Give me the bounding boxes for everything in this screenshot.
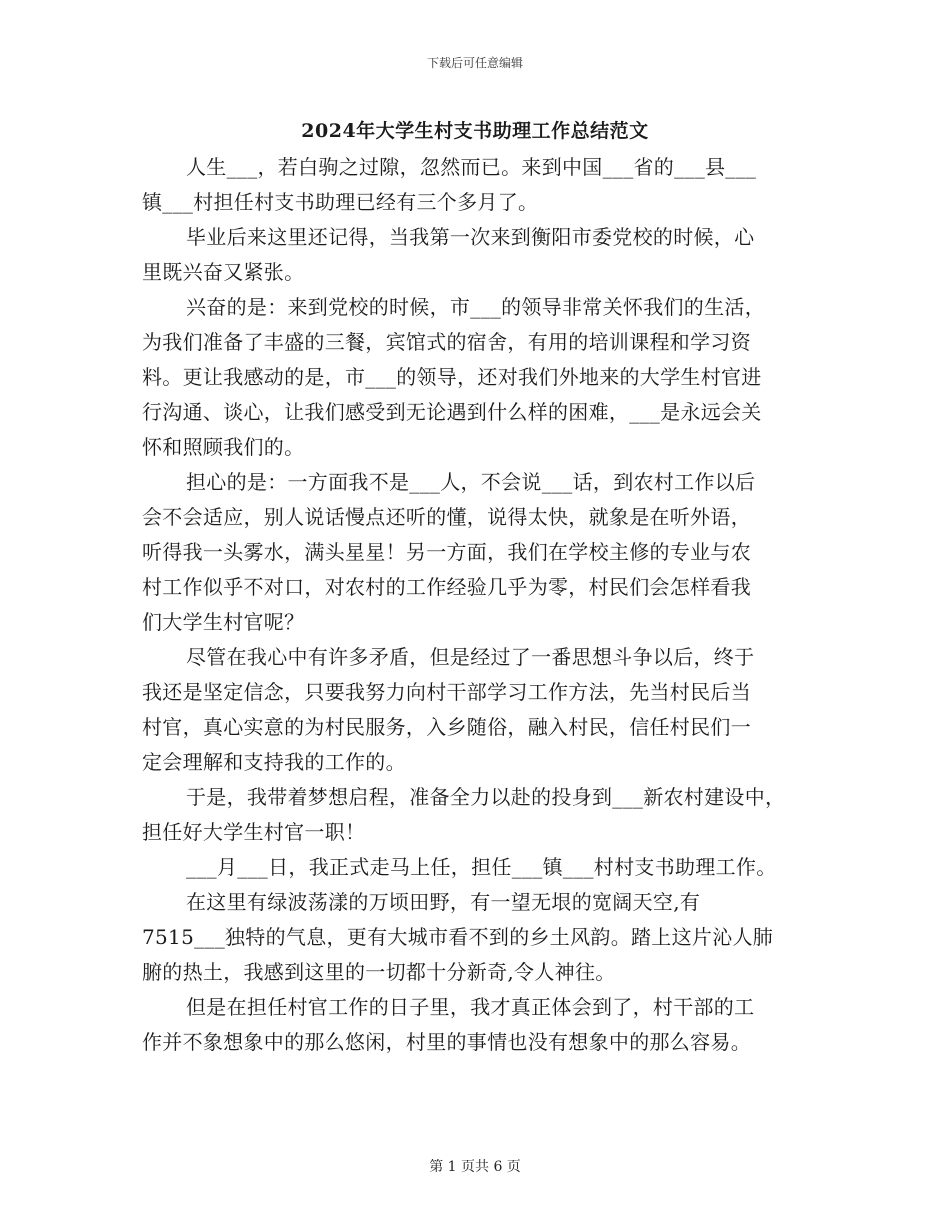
paragraph-line: 7515___独特的气息，更有大城市看不到的乡土风韵。踏上这片沁人肺 (142, 925, 774, 949)
paragraph (142, 150, 808, 220)
paragraph-line: 人生___，若白驹之过隙，忽然而已。来到中国___省的___县___ (186, 155, 757, 179)
paragraph-line: 毕业后来这里还记得，当我第一次来到衡阳市委党校的时候，心 (186, 225, 755, 249)
paragraph (142, 850, 808, 885)
paragraph-line: 村官，真心实意的为村民服务，入乡随俗，融入村民，信任村民们一 (142, 715, 751, 739)
paragraph-line: 我还是坚定信念，只要我努力向村干部学习工作方法，先当村民后当 (142, 680, 751, 704)
paragraph-line: 听得我一头雾水，满头星星！另一方面，我们在学校主修的专业与农 (142, 540, 751, 564)
paragraph-line: 腑的热土，我感到这里的一切都十分新奇,令人神往。 (142, 960, 616, 984)
paragraph-line: 里既兴奋又紧张。 (142, 260, 305, 284)
paragraph-line: 作并不象想象中的那么悠闲，村里的事情也没有想象中的那么容易。 (142, 1030, 751, 1054)
page-number-footer: 第 1 页共 6 页 (429, 1159, 521, 1175)
paragraph-line: 担心的是：一方面我不是___人，不会说___话，到农村工作以后 (186, 470, 756, 494)
paragraph-line: 为我们准备了丰盛的三餐，宾馆式的宿舍，有用的培训课程和学习资 (142, 330, 751, 354)
paragraph-line: 定会理解和支持我的工作的。 (142, 750, 406, 774)
paragraph-line: 但是在担任村官工作的日子里，我才真正体会到了，村干部的工 (186, 995, 755, 1019)
paragraph (142, 885, 808, 990)
paragraph (142, 990, 808, 1060)
paragraph (142, 780, 808, 850)
paragraph (142, 465, 808, 640)
paragraph-line: 料。更让我感动的是，市___的领导，还对我们外地来的大学生村官进 (142, 365, 762, 389)
page-header-note: 下载后可任意编辑 (426, 56, 523, 70)
paragraph-line: 在这里有绿波荡漾的万顷田野，有一望无垠的宽阔天空,有 (186, 890, 701, 914)
document-body (142, 150, 808, 1060)
document-title: 2024年大学生村支书助理工作总结范文 (301, 120, 649, 142)
paragraph-line: 于是，我带着梦想启程，准备全力以赴的投身到___新农村建设中， (186, 785, 786, 809)
paragraph-line: 村工作似乎不对口，对农村的工作经验几乎为零，村民们会怎样看我 (142, 575, 751, 599)
paragraph-line: 镇___村担任村支书助理已经有三个多月了。 (142, 190, 539, 214)
paragraph (142, 220, 808, 290)
paragraph-line: 担任好大学生村官一职！ (142, 820, 366, 844)
paragraph-line: 行沟通、谈心，让我们感受到无论遇到什么样的困难，___是永远会关 (142, 400, 762, 424)
paragraph-line: 尽管在我心中有许多矛盾，但是经过了一番思想斗争以后，终于 (186, 645, 755, 669)
paragraph-line: 兴奋的是：来到党校的时候，市___的领导非常关怀我们的生活， (186, 295, 765, 319)
paragraph-line: ___月___日，我正式走马上任，担任___镇___村村支书助理工作。 (186, 855, 777, 879)
paragraph (142, 290, 808, 465)
paragraph-line: 怀和照顾我们的。 (142, 435, 305, 459)
paragraph-line: 们大学生村官呢？ (142, 610, 305, 634)
paragraph-line: 会不会适应，别人说话慢点还听的懂，说得太快，就象是在听外语， (142, 505, 751, 529)
paragraph (142, 640, 808, 780)
